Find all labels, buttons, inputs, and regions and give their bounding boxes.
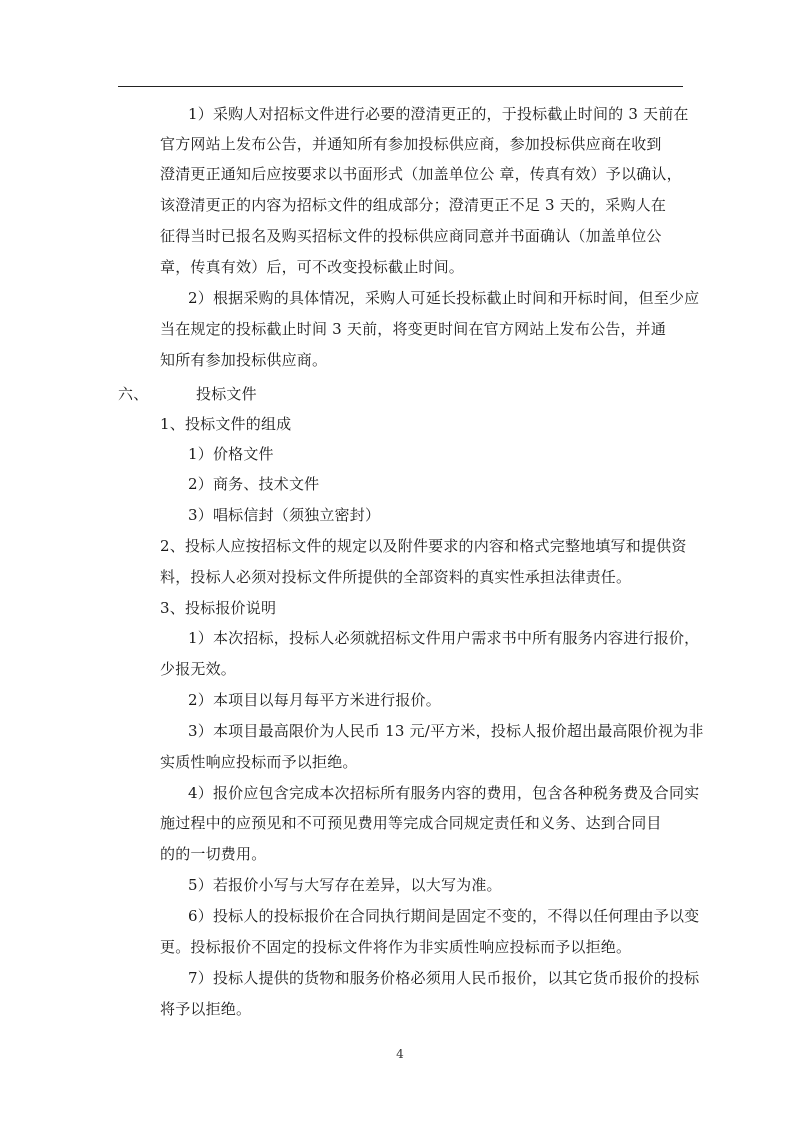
clause-paragraph-line: 料，投标人必须对投标文件所提供的全部资料的真实性承担法律责任。 [160, 568, 632, 586]
pricing-item-line: 5）若报价小写与大写存在差异，以大写为准。 [188, 876, 502, 894]
clause-heading: 3、投标报价说明 [160, 599, 277, 617]
pricing-item-line: 实质性响应投标而予以拒绝。 [160, 753, 358, 771]
list-item: 2）商务、技术文件 [188, 475, 320, 493]
section-number: 六、 [118, 385, 149, 403]
para-clarification-line: 官方网站上发布公告，并通知所有参加投标供应商，参加投标供应商在收到 [160, 135, 662, 153]
page-number: 4 [396, 1047, 404, 1061]
pricing-item-line: 4）报价应包含完成本次招标所有服务内容的费用，包含各种税务费及合同实 [188, 784, 700, 802]
pricing-item-line: 1）本次招标，投标人必须就招标文件用户需求书中所有服务内容进行报价， [188, 629, 700, 647]
clause-paragraph-line: 2、投标人应按招标文件的规定以及附件要求的内容和格式完整地填写和提供资 [160, 537, 687, 555]
pricing-item-line: 更。投标报价不固定的投标文件将作为非实质性响应投标而予以拒绝。 [160, 938, 632, 956]
pricing-item-line: 将予以拒绝。 [160, 1000, 252, 1018]
header-rule [118, 86, 683, 87]
pricing-item-line: 施过程中的应预见和不可预见费用等完成合同规定责任和义务、达到合同目 [160, 814, 662, 832]
para-clarification-line: 澄清更正通知后应按要求以书面形式（加盖单位公 章，传真有效）予以确认， [160, 165, 682, 183]
section-heading: 投标文件 [196, 385, 257, 403]
list-item: 1）价格文件 [188, 445, 274, 463]
para-clarification-line: 征得当时已报名及购买招标文件的投标供应商同意并书面确认（加盖单位公 [160, 227, 662, 245]
pricing-item-line: 少报无效。 [160, 660, 237, 678]
pricing-item-line: 3）本项目最高限价为人民币 13 元/平方米，投标人报价超出最高限价视为非 [188, 722, 704, 740]
para-extension-line: 2）根据采购的具体情况，采购人可延长投标截止时间和开标时间，但至少应 [188, 289, 700, 307]
clause-heading: 1、投标文件的组成 [160, 415, 292, 433]
para-clarification-line: 章，传真有效）后，可不改变投标截止时间。 [160, 258, 465, 276]
para-extension-line: 知所有参加投标供应商。 [160, 351, 328, 369]
pricing-item-line: 2）本项目以每月每平方米进行报价。 [188, 691, 441, 709]
para-clarification-line: 1）采购人对招标文件进行必要的澄清更正的，于投标截止时间的 3 天前在 [188, 105, 689, 123]
pricing-item-line: 7）投标人提供的货物和服务价格必须用人民币报价，以其它货币报价的投标 [188, 969, 700, 987]
pricing-item-line: 的的一切费用。 [160, 845, 267, 863]
pricing-item-line: 6）投标人的投标报价在合同执行期间是固定不变的，不得以任何理由予以变 [188, 907, 700, 925]
para-clarification-line: 该澄清更正的内容为招标文件的组成部分；澄清更正不足 3 天的，采购人在 [160, 196, 667, 214]
para-extension-line: 当在规定的投标截止时间 3 天前，将变更时间在官方网站上发布公告，并通 [160, 320, 667, 338]
list-item: 3）唱标信封（须独立密封） [188, 506, 381, 524]
